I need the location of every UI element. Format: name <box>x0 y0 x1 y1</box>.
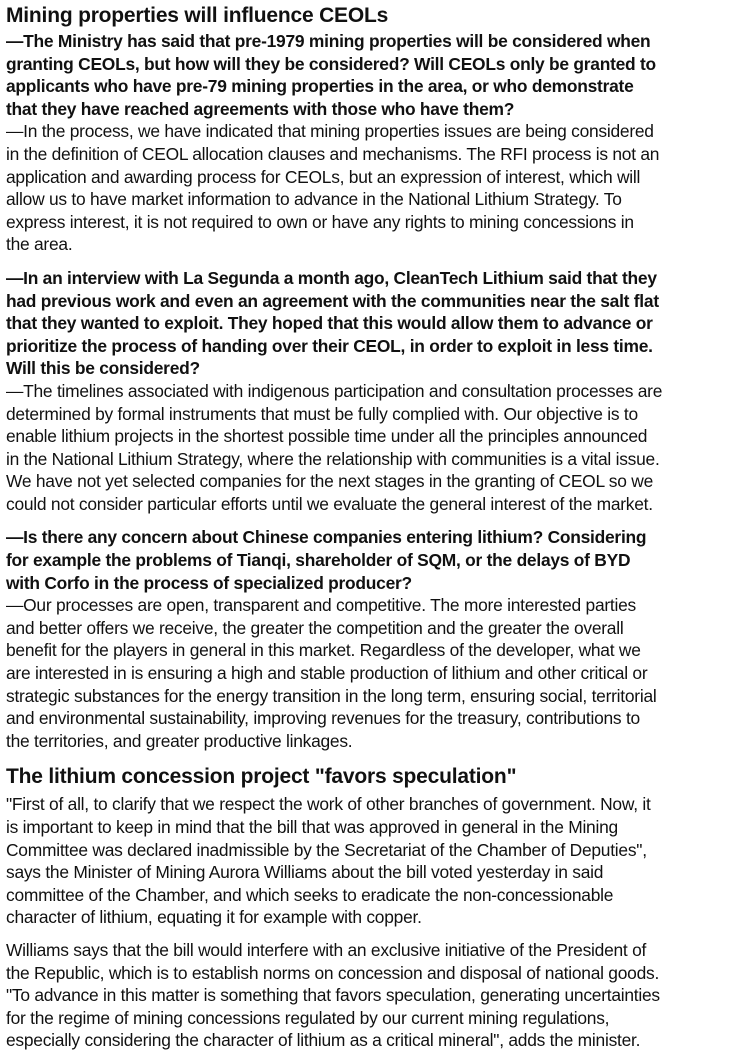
text-line: the territories, and greater productive linkages. <box>6 730 353 751</box>
text-line: granting CEOLs, but how will they be considered? Will CEOLs only be granted to <box>6 53 656 74</box>
text-line: enable lithium projects in the shortest possible time under all the principles announced <box>6 426 648 447</box>
text-line: had previous work and even an agreement with the communities near the salt flat <box>6 290 659 311</box>
text-line: Will this be considered? <box>6 358 200 379</box>
text-line: allow us to have market information to advance in the National Lithium Strategy. To <box>6 189 622 210</box>
text-line: prioritize the process of handing over their CEOL, in order to exploit in less time. <box>6 335 653 356</box>
text-line: the area. <box>6 234 73 255</box>
text-line: —Is there any concern about Chinese companies entering lithium? Considering <box>6 527 647 548</box>
text-line: We have not yet selected companies for the next stages in the granting of CEOL so we <box>6 471 653 492</box>
section-heading-speculation: The lithium concession project "favors speculation" <box>6 765 517 789</box>
text-line: the Republic, which is to establish norms on concession and disposal of national goods. <box>6 962 660 983</box>
paragraph <box>6 793 744 929</box>
interview-qa <box>6 30 744 752</box>
text-line: Committee was declared inadmissible by the Secretariat of the Chamber of Deputies", <box>6 839 647 860</box>
text-line: —Our processes are open, transparent and competitive. The more interested parties <box>6 595 636 616</box>
text-line: express interest, it is not required to own or have any rights to mining concessions in <box>6 211 634 232</box>
answer <box>6 594 744 752</box>
text-line: especially considering the character of lithium as a critical mineral", adds the minister. <box>6 1030 641 1051</box>
text-line: with Corfo in the process of specialized producer? <box>6 572 412 593</box>
text-line: benefit for the players in general in this market. Regardless of the developer, what we <box>6 640 641 661</box>
text-line: is important to keep in mind that the bill that was approved in general in the Mining <box>6 817 618 837</box>
text-line: "To advance in this matter is something that favors speculation, generating uncertainties <box>6 985 660 1006</box>
question <box>6 30 744 120</box>
text-line: —The timelines associated with indigenous participation and consultation processes are <box>6 380 663 401</box>
qa-item <box>6 267 744 516</box>
text-line: strategic substances for the energy transition in the long term, ensuring social, territorial <box>6 685 657 706</box>
text-line: for example the problems of Tianqi, shareholder of SQM, or the delays of BYD <box>6 550 631 571</box>
text-line: application and awarding process for CEOLs, but an expression of interest, which will <box>6 166 641 187</box>
question <box>6 526 744 594</box>
text-line: that they have reached agreements with those who have them? <box>6 98 515 119</box>
question <box>6 267 744 380</box>
text-line: —In the process, we have indicated that mining properties issues are being considered <box>6 121 654 142</box>
text-line: in the definition of CEOL allocation clauses and mechanisms. The RFI process is not an <box>6 143 660 164</box>
text-line: applicants who have pre-79 mining properties in the area, or who demonstrate <box>6 76 634 97</box>
text-line: "First of all, to clarify that we respect the work of other branches of government. Now, it <box>6 794 651 815</box>
qa-item <box>6 526 744 752</box>
section-heading-mining-properties: Mining properties will influence CEOLs <box>6 4 389 27</box>
text-line: committee of the Chamber, and which seeks to eradicate the non-concessionable <box>6 884 614 905</box>
text-line: for the regime of mining concessions regulated by our current mining regulations, <box>6 1007 610 1028</box>
text-line: —In an interview with La Segunda a month ago, CleanTech Lithium said that they <box>6 267 657 288</box>
text-line: says the Minister of Mining Aurora Williams about the bill voted yesterday in said <box>6 862 604 883</box>
text-line: are interested in is ensuring a high and stable production of lithium and other critical or <box>6 663 648 684</box>
text-line: and environmental sustainability, improving revenues for the treasury, contributions to <box>6 708 640 729</box>
text-line: —The Ministry has said that pre-1979 mining properties will be considered when <box>6 31 651 51</box>
text-line: determined by formal instruments that must be fully complied with. Our objective is to <box>6 403 638 424</box>
text-line: that they wanted to exploit. They hoped that this would allow them to advance or <box>6 313 653 334</box>
answer <box>6 120 744 256</box>
answer <box>6 380 744 516</box>
text-line: and better offers we receive, the greater the competition and the greater the overall <box>6 617 624 638</box>
article-body <box>6 793 744 1052</box>
qa-item <box>6 30 744 256</box>
text-line: in the National Lithium Strategy, where the relationship with communities is a vital issue. <box>6 448 660 469</box>
text-line: character of lithium, equating it for example with copper. <box>6 907 422 928</box>
text-line: could not consider particular efforts until we evaluate the general interest of the market. <box>6 493 653 514</box>
text-line: Williams says that the bill would interfere with an exclusive initiative of the President of <box>6 939 647 960</box>
